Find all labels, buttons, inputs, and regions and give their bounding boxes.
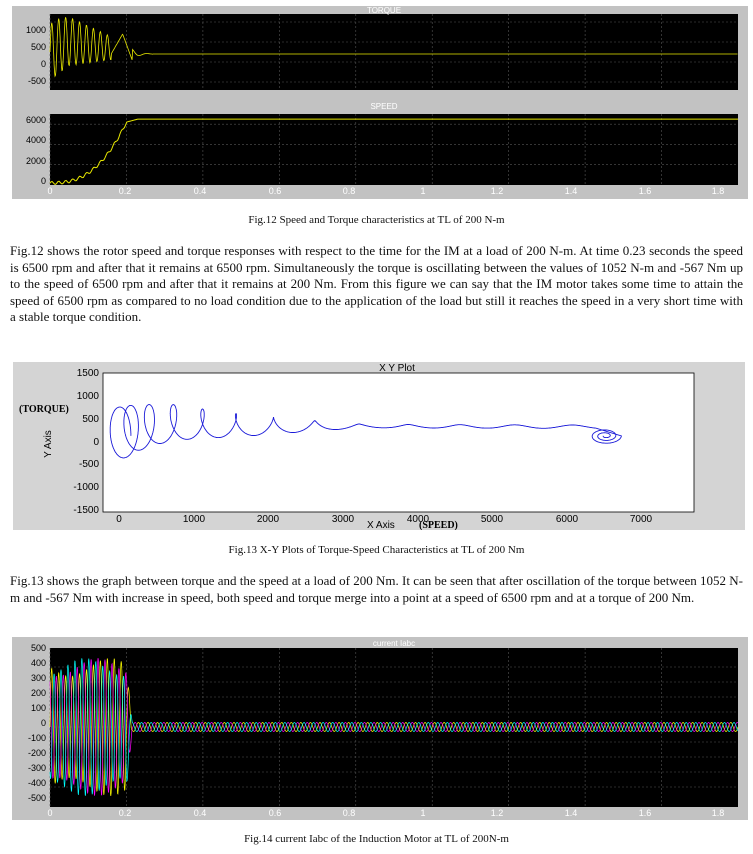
- xy-plot-title: X Y Plot: [379, 363, 415, 374]
- fig14-xtick: 0.6: [268, 808, 282, 818]
- fig12-xtick: 0.6: [268, 186, 282, 196]
- fig14-xtick: 0: [47, 808, 53, 818]
- torque-plot-area: [50, 14, 738, 90]
- fig14-xtick: 0.4: [193, 808, 207, 818]
- speed-ytick: 4000: [25, 135, 46, 145]
- fig13-xy-plot: [13, 362, 745, 530]
- fig12-xtick: 1: [420, 186, 426, 196]
- fig14-xtick: 1.6: [638, 808, 652, 818]
- torque-ytick: 0: [40, 59, 46, 69]
- fig14-scope: [12, 637, 748, 820]
- fig12-caption: Fig.12 Speed and Torque characteristics at TL of 200 N-m: [248, 214, 505, 226]
- fig14-xtick: 1: [420, 808, 426, 818]
- current-ytick: 200: [30, 688, 46, 698]
- xy-xtick: 2000: [256, 514, 280, 525]
- xy-x-tag: (SPEED): [419, 520, 458, 530]
- fig12-scope: [12, 6, 748, 199]
- xy-y-tag: (TORQUE): [19, 404, 69, 415]
- paragraph-fig12: Fig.12 shows the rotor speed and torque responses with respect to the time for the IM at a load of 200 N-m. At time 0.23 seconds the speed is 6500 rpm and after that it remains at 6500 rpm. Simultaneously the torque is oscillating between the values of 1052 N-m and -567 Nm up to the speed of 6500 rpm and after that it remains at 200 Nm. From this figure we can say that the IM motor takes some time to attain the speed of 6500 rpm as compared to no load condition due to the application of the load but still it reaches the speed in a very short time with a stable torque condition.: [10, 243, 743, 324]
- current-ytick: -300: [27, 763, 46, 773]
- torque-ytick: 1000: [25, 25, 46, 35]
- current-ytick: 0: [40, 718, 46, 728]
- xy-ytick: -500: [78, 459, 99, 470]
- speed-ytick: 2000: [25, 156, 46, 166]
- xy-ytick: 1000: [76, 391, 99, 402]
- xy-ytick: -1000: [73, 482, 99, 493]
- fig14-xtick: 0.8: [342, 808, 356, 818]
- fig14-caption: Fig.14 current Iabc of the Induction Motor at TL of 200N-m: [244, 833, 509, 845]
- fig12-xtick: 1.6: [638, 186, 652, 196]
- fig12-xtick: 1.2: [490, 186, 504, 196]
- torque-plot-title: TORQUE: [366, 6, 402, 15]
- fig12-xtick: 1.8: [711, 186, 725, 196]
- fig14-xtick: 1.2: [490, 808, 504, 818]
- xy-plot-area: [103, 373, 694, 512]
- current-ytick: 500: [30, 643, 46, 653]
- fig12-xtick: 1.4: [564, 186, 578, 196]
- current-ytick: 300: [30, 673, 46, 683]
- speed-plot-area: [50, 114, 738, 185]
- speed-plot-title: SPEED: [370, 102, 398, 111]
- xy-xtick: 7000: [629, 514, 653, 525]
- xy-ytick: 0: [93, 437, 99, 448]
- fig12-xtick: 0.4: [193, 186, 207, 196]
- current-ytick: -100: [27, 733, 46, 743]
- current-ytick: 400: [30, 658, 46, 668]
- current-ytick: -500: [27, 793, 46, 803]
- xy-xtick: 4000: [406, 514, 430, 525]
- xy-ytick: -1500: [73, 505, 99, 516]
- speed-ytick: 0: [40, 176, 46, 186]
- fig14-xtick: 1.4: [564, 808, 578, 818]
- xy-y-label: Y Axis: [43, 430, 54, 458]
- xy-xtick: 1000: [182, 514, 206, 525]
- xy-xtick: 5000: [480, 514, 504, 525]
- xy-xtick: 0: [116, 514, 122, 525]
- current-plot-title: current Iabc: [372, 639, 416, 648]
- fig14-xtick: 1.8: [711, 808, 725, 818]
- xy-xtick: 3000: [331, 514, 355, 525]
- xy-ytick: 500: [82, 414, 99, 425]
- fig12-xtick: 0.2: [118, 186, 132, 196]
- xy-x-label: X Axis: [367, 520, 395, 530]
- fig13-caption: Fig.13 X-Y Plots of Torque-Speed Characteristics at TL of 200 Nm: [228, 544, 525, 556]
- fig12-xtick: 0.8: [342, 186, 356, 196]
- current-ytick: -200: [27, 748, 46, 758]
- current-ytick: 100: [30, 703, 46, 713]
- fig12-xtick: 0: [47, 186, 53, 196]
- torque-ytick: -500: [27, 76, 46, 86]
- xy-ytick: 1500: [76, 368, 99, 379]
- fig14-xtick: 0.2: [118, 808, 132, 818]
- speed-ytick: 6000: [25, 115, 46, 125]
- xy-xtick: 6000: [555, 514, 579, 525]
- torque-ytick: 500: [30, 42, 46, 52]
- paragraph-fig13: Fig.13 shows the graph between torque and the speed at a load of 200 Nm. It can be seen that after oscillation of the torque between 1052 N-m and -567 Nm with increase in speed, both speed and torque merge into a point at a speed of 6500 rpm and at a torque of 200 Nm.: [10, 573, 743, 605]
- current-ytick: -400: [27, 778, 46, 788]
